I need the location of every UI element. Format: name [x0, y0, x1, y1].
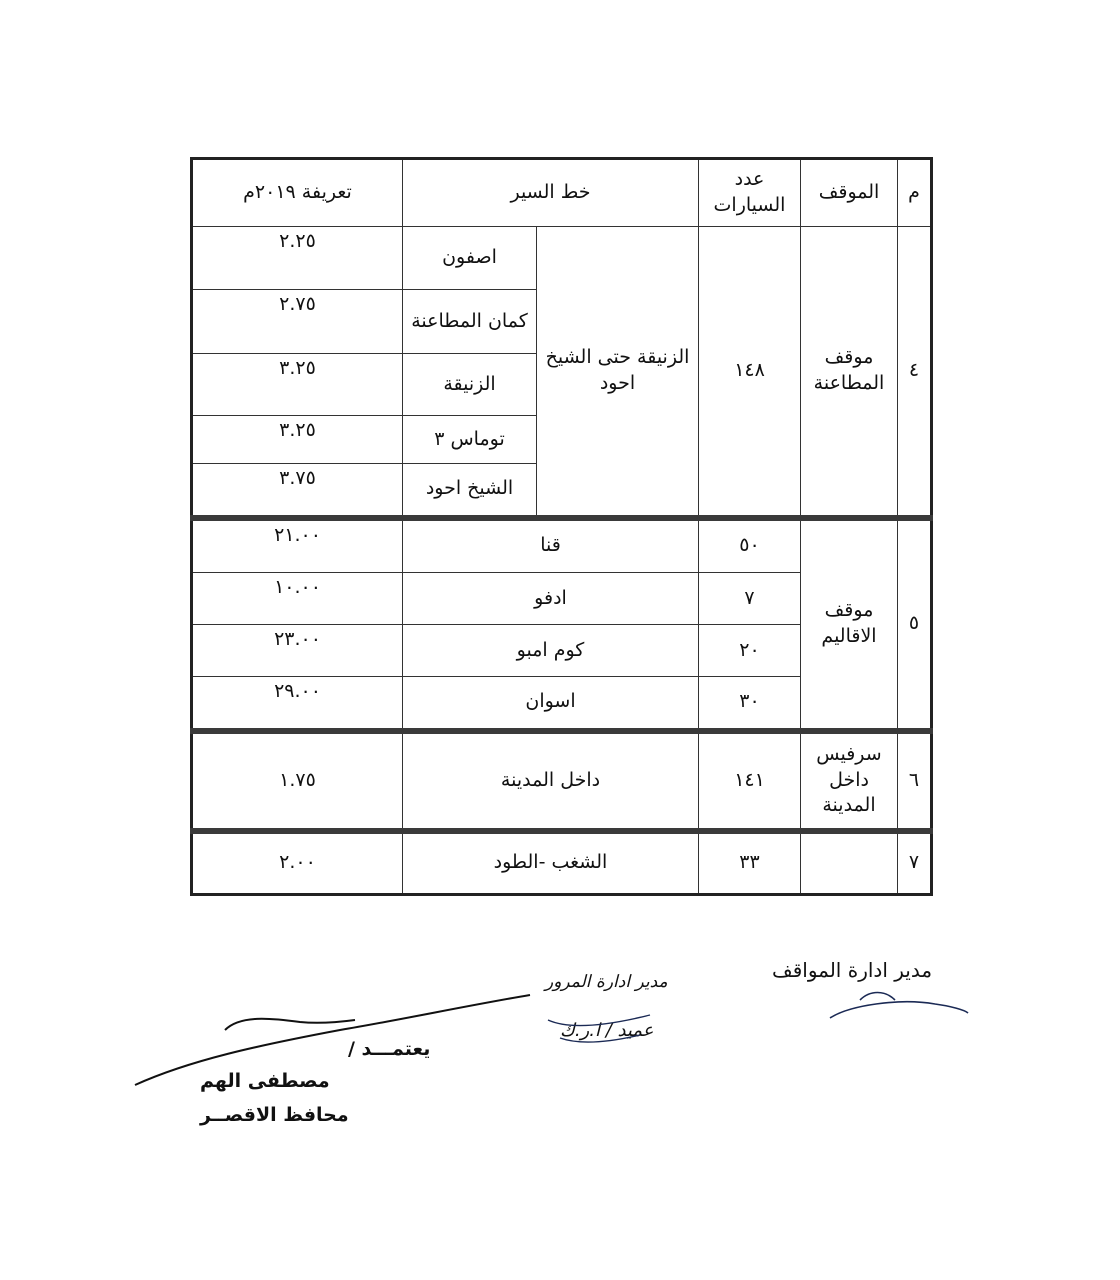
governor-signature — [135, 995, 530, 1085]
line-fare: ٢٣.٠٠ — [192, 625, 403, 677]
row-station: سرفيس داخل المدينة — [801, 731, 898, 831]
stop-fare: ٢.٧٥ — [192, 290, 403, 354]
line-cars: ٣٠ — [699, 677, 801, 731]
row-cars: ١٤٨ — [699, 227, 801, 518]
stop-name: توماس ٣ — [403, 416, 537, 464]
line-route: كوم امبو — [403, 625, 699, 677]
row-cars: ١٤١ — [699, 731, 801, 831]
header-station: الموقف — [801, 159, 898, 227]
governor-title: محافظ الاقصــر — [200, 1104, 349, 1126]
line-route: قنا — [403, 518, 699, 573]
line-fare: ٢١.٠٠ — [192, 518, 403, 573]
stop-name: الزنيقة — [403, 354, 537, 416]
row-route: داخل المدينة — [403, 731, 699, 831]
line-cars: ٧ — [699, 573, 801, 625]
line-route: اسوان — [403, 677, 699, 731]
line-cars: ٥٠ — [699, 518, 801, 573]
row-station: موقف المطاعنة — [801, 227, 898, 518]
row-no: ٥ — [898, 518, 932, 731]
stop-name: كمان المطاعنة — [403, 290, 537, 354]
line-cars: ٢٠ — [699, 625, 801, 677]
row-route-main: الزنيقة حتى الشيخ احود — [537, 227, 699, 518]
line-route: ادفو — [403, 573, 699, 625]
row-no: ٦ — [898, 731, 932, 831]
header-fare: تعريفة ٢٠١٩م — [192, 159, 403, 227]
stop-name: اصفون — [403, 227, 537, 290]
governor-name: مصطفى الهم — [200, 1070, 330, 1092]
header-no: م — [898, 159, 932, 227]
header-route: خط السير — [403, 159, 699, 227]
line-fare: ٢٩.٠٠ — [192, 677, 403, 731]
stop-fare: ٣.٢٥ — [192, 416, 403, 464]
row-station: موقف الاقاليم — [801, 518, 898, 731]
line-fare: ١٠.٠٠ — [192, 573, 403, 625]
approval-label: يعتمـــد / — [348, 1038, 431, 1060]
row-cars: ٣٣ — [699, 831, 801, 895]
stop-fare: ٢.٢٥ — [192, 227, 403, 290]
parking-manager-label: مدير ادارة المواقف — [772, 958, 933, 982]
row-fare: ١.٧٥ — [192, 731, 403, 831]
traffic-manager-label: مدير ادارة المرور — [545, 972, 668, 992]
stop-fare: ٣.٢٥ — [192, 354, 403, 416]
row-no: ٤ — [898, 227, 932, 518]
stop-name: الشيخ احود — [403, 464, 537, 518]
row-route: الشغب -الطود — [403, 831, 699, 895]
brigadier-label: عميد / ا.ر.ك — [560, 1020, 654, 1041]
traffic-manager-signature — [548, 1015, 650, 1042]
parking-manager-signature — [830, 993, 968, 1019]
row-fare: ٢.٠٠ — [192, 831, 403, 895]
stop-fare: ٣.٧٥ — [192, 464, 403, 518]
row-no: ٧ — [898, 831, 932, 895]
header-cars: عدد السيارات — [699, 159, 801, 227]
